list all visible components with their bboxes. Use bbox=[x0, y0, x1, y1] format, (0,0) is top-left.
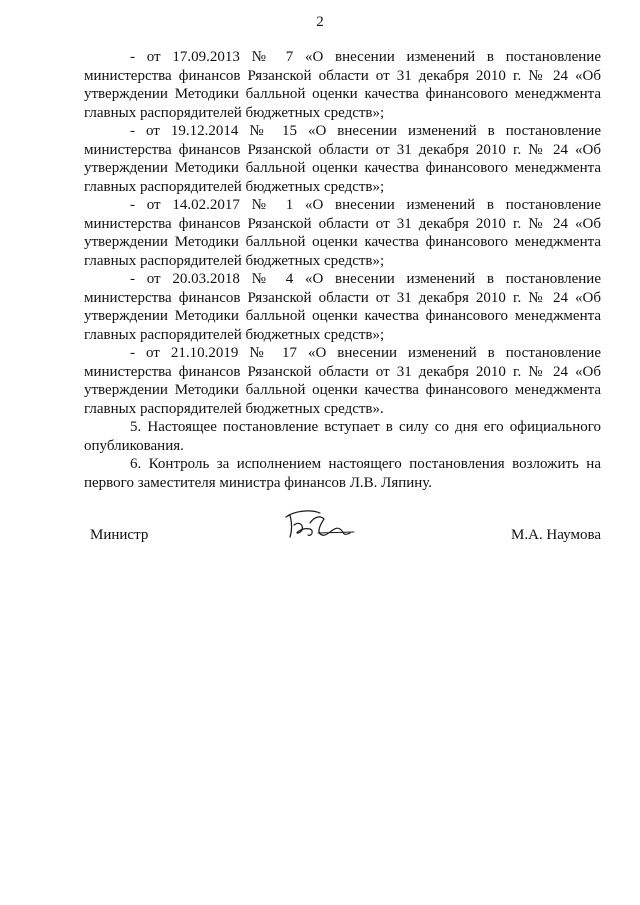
handwritten-signature-icon bbox=[280, 505, 360, 545]
paragraph-amendment-2013: - от 17.09.2013 № 7 «О внесении изменений в постановление министерства финансов Рязанской области от 31 декабря 2010 г. № 24 «Об утверждении Методики балльной оценки качества финансового менеджмента главных распорядителей бюджетных средств»; bbox=[84, 49, 601, 121]
paragraph-item-5-effective-date: 5. Настоящее постановление вступает в силу со дня его официального опубликования. bbox=[84, 419, 601, 454]
signature-block bbox=[84, 505, 601, 555]
page-number: 2 bbox=[316, 14, 324, 30]
paragraph-item-6-control: 6. Контроль за исполнением настоящего постановления возложить на первого заместителя министра финансов Л.В. Ляпину. bbox=[84, 456, 601, 491]
paragraph-amendment-2014: - от 19.12.2014 № 15 «О внесении изменений в постановление министерства финансов Рязанской области от 31 декабря 2010 г. № 24 «Об утверждении Методики балльной оценки качества финансового менеджмента главных распорядителей бюджетных средств»; bbox=[84, 123, 601, 195]
signatory-title: Министр bbox=[90, 527, 149, 543]
paragraph-amendment-2017: - от 14.02.2017 № 1 «О внесении изменений в постановление министерства финансов Рязанской области от 31 декабря 2010 г. № 24 «Об утверждении Методики балльной оценки качества финансового менеджмента главных распорядителей бюджетных средств»; bbox=[84, 197, 601, 269]
signatory-name: М.А. Наумова bbox=[511, 527, 601, 543]
paragraph-amendment-2019: - от 21.10.2019 № 17 «О внесении изменений в постановление министерства финансов Рязанской области от 31 декабря 2010 г. № 24 «Об утверждении Методики балльной оценки качества финансового менеджмента главных распорядителей бюджетных средств». bbox=[84, 345, 601, 417]
paragraph-amendment-2018: - от 20.03.2018 № 4 «О внесении изменений в постановление министерства финансов Рязанской области от 31 декабря 2010 г. № 24 «Об утверждении Методики балльной оценки качества финансового менеджмента главных распорядителей бюджетных средств»; bbox=[84, 271, 601, 343]
document-body bbox=[84, 48, 601, 492]
